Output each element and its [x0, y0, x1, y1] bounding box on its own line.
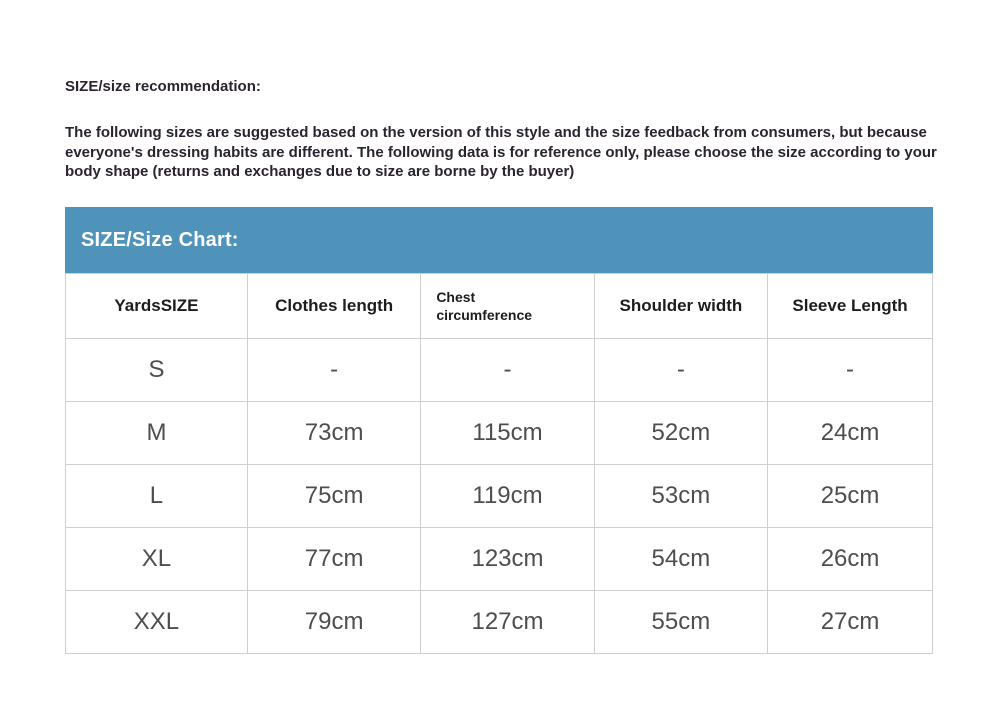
measurement-cell: 54cm	[594, 528, 767, 591]
measurement-cell: -	[594, 339, 767, 402]
column-header-yards-size: YardsSIZE	[66, 274, 248, 339]
measurement-cell: -	[421, 339, 594, 402]
size-recommendation-section	[65, 78, 937, 182]
measurement-cell: 26cm	[768, 528, 933, 591]
measurement-cell: 52cm	[594, 402, 767, 465]
measurement-cell: 53cm	[594, 465, 767, 528]
column-header-clothes-length: Clothes length	[247, 274, 420, 339]
column-header-shoulder-width: Shoulder width	[594, 274, 767, 339]
measurement-cell: 25cm	[768, 465, 933, 528]
header-row	[66, 274, 933, 339]
measurement-cell: 119cm	[421, 465, 594, 528]
measurement-cell: 79cm	[247, 591, 420, 654]
measurement-cell: 75cm	[247, 465, 420, 528]
table-row-xl	[66, 528, 933, 591]
measurement-cell: 24cm	[768, 402, 933, 465]
size-cell: M	[66, 402, 248, 465]
size-cell: S	[66, 339, 248, 402]
measurement-cell: 27cm	[768, 591, 933, 654]
size-recommendation-description: The following sizes are suggested based on the version of this style and the size feedback from consumers, but because everyone's dressing habits are different. The following data is for reference only, please choose the size according to your body shape (returns and exchanges due to size are borne by the buyer)	[65, 124, 937, 180]
size-chart-title: SIZE/Size Chart:	[81, 228, 239, 251]
size-chart-table	[65, 273, 933, 654]
size-cell: XL	[66, 528, 248, 591]
table-row-m	[66, 402, 933, 465]
column-header-chest-circumference	[421, 274, 594, 339]
column-header-chest-label: Chest circumference	[436, 289, 533, 323]
measurement-cell: 55cm	[594, 591, 767, 654]
table-row-l	[66, 465, 933, 528]
column-header-sleeve-length: Sleeve Length	[768, 274, 933, 339]
table-row-xxl	[66, 591, 933, 654]
table-row-s	[66, 339, 933, 402]
size-recommendation-heading: SIZE/size recommendation:	[65, 78, 261, 95]
size-chart-title-bar	[65, 207, 933, 273]
measurement-cell: -	[247, 339, 420, 402]
measurement-cell: 77cm	[247, 528, 420, 591]
measurement-cell: 115cm	[421, 402, 594, 465]
size-cell: L	[66, 465, 248, 528]
size-cell: XXL	[66, 591, 248, 654]
measurement-cell: 73cm	[247, 402, 420, 465]
measurement-cell: -	[768, 339, 933, 402]
measurement-cell: 123cm	[421, 528, 594, 591]
measurement-cell: 127cm	[421, 591, 594, 654]
